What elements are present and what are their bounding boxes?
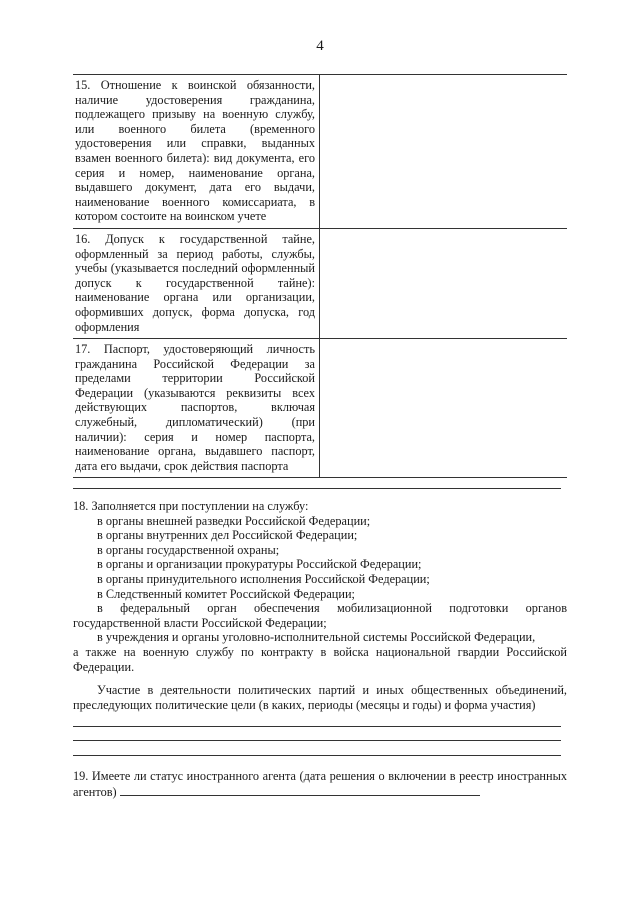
page-number: 4	[316, 38, 324, 54]
row-17-answer-field[interactable]	[320, 339, 568, 478]
row-15-label: 15. Отношение к воинской обязанности, наличие удостоверения гражданина, подлежащего призыву на военную службу, или военного билета (временного удостоверения или справки, выданных взамен военного билета): вид документа, его серия и номер, наименование органа, выдавшего документ, дата его выдачи, наименование военного комиссариата, в котором состоите на воинском учете	[73, 75, 320, 229]
service-list-item: в органы принудительного исполнения Российской Федерации;	[97, 571, 430, 586]
row-15-answer-field[interactable]	[320, 75, 568, 229]
service-list-item-start: в федеральный орган обеспечения мобилизационной подготовки органов	[97, 601, 567, 616]
row-17-label: 17. Паспорт, удостоверяющий личность гражданина Российской Федерации за пределами территории Российской Федерации (указываются реквизиты всех действующих паспортов, включая служебный, дипломатический) (при наличии): серия и номер паспорта, наименование органа, выдавшего паспорт, дата его выдачи, срок действия паспорта	[73, 339, 320, 478]
section-19-question: 19. Имеете ли статус иностранного агента (дата решения о включении в реестр иностранных агентов)	[73, 769, 567, 799]
section-19	[73, 769, 567, 799]
service-list-item: в органы и организации прокуратуры Российской Федерации;	[97, 557, 422, 572]
foreign-agent-answer-line[interactable]	[120, 784, 480, 796]
table-row	[73, 75, 567, 229]
row-16-answer-field[interactable]	[320, 228, 568, 338]
service-list-item-cont: государственной власти Российской Федерации;	[73, 615, 327, 630]
section-18-intro: 18. Заполняется при поступлении на службу:	[73, 499, 309, 513]
service-list-item: в органы государственной охраны;	[97, 542, 280, 557]
service-list-item: в органы внешней разведки Российской Федерации;	[97, 513, 371, 528]
table-row	[73, 228, 567, 338]
table-row	[73, 339, 567, 478]
questionnaire-table	[73, 74, 567, 478]
answer-line[interactable]	[73, 740, 561, 741]
service-list-item-start: в учреждения и органы уголовно-исполнительной системы Российской Федерации,	[97, 630, 536, 645]
service-list-item-cont: а также на военную службу по контракту в войска национальной гвардии Российской Федерации.	[73, 644, 567, 674]
row-16-label: 16. Допуск к государственной тайне, оформленный за период работы, службы, учебы (указывается последний оформленный допуск к государственной тайне): наименование органа или организации, оформивших допуск, форма допуска, год оформления	[73, 228, 320, 338]
section-18	[73, 499, 567, 674]
answer-line[interactable]	[73, 755, 561, 756]
participation-paragraph	[73, 683, 567, 712]
service-list-item: в органы внутренних дел Российской Федерации;	[97, 528, 358, 543]
section-divider	[73, 488, 561, 489]
service-list-item: в Следственный комитет Российской Федерации;	[97, 586, 355, 601]
answer-line[interactable]	[73, 726, 561, 727]
participation-question: Участие в деятельности политических партий и иных общественных объединений, преследующих политические цели (в каких, периоды (месяцы и годы) и форма участия)	[73, 683, 567, 712]
